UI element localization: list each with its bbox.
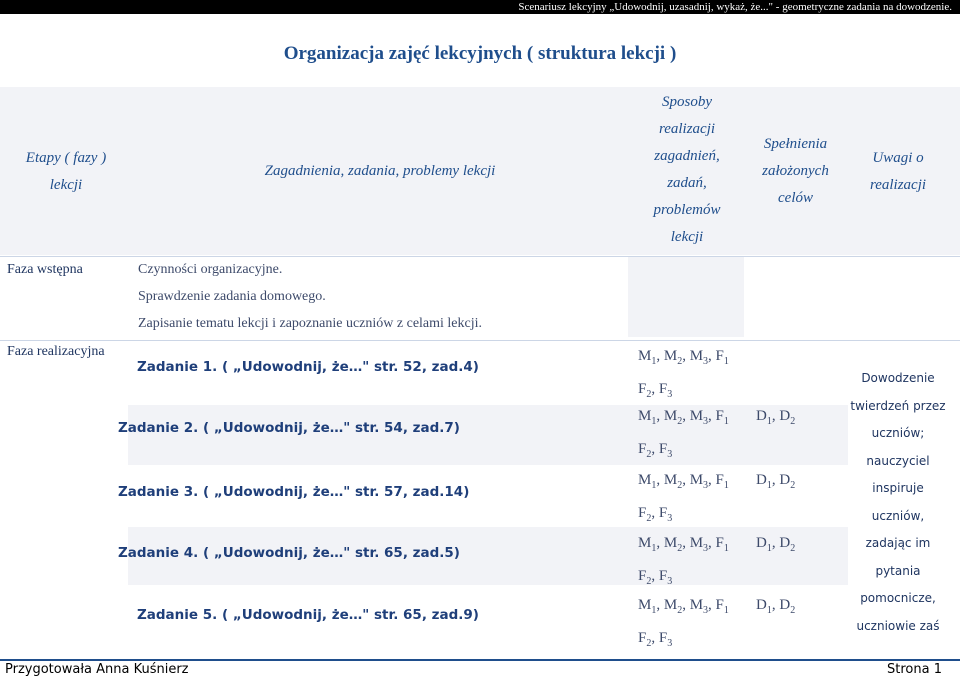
empty-cell-shading bbox=[628, 257, 744, 337]
footer-author: Przygotowała Anna Kuśnierz bbox=[5, 662, 189, 677]
note-line: uczniów; bbox=[871, 426, 925, 440]
method-m2: $M_2$ bbox=[663, 535, 683, 554]
goal-d1: $D_1$ bbox=[756, 408, 772, 427]
phase-main-label: Faza realizacyjna bbox=[7, 344, 105, 359]
header-uwagi-line-2: realizacji bbox=[869, 177, 927, 193]
method-f3: $F_3$ bbox=[658, 568, 673, 587]
phase-intro-item: Zapisanie tematu lekcji i zapoznanie uczniów z celami lekcji. bbox=[138, 316, 483, 331]
task-4: Zadanie 4. ( „Udowodnij, że…" str. 65, zad.5) bbox=[118, 545, 460, 561]
header-sposoby-line-4: zadań, bbox=[667, 175, 707, 191]
symbol-line: $D_1$, $D_2$ bbox=[756, 597, 796, 616]
method-f1: $F_1$ bbox=[715, 535, 729, 554]
symbol-line: $F_2$, $F_3$ bbox=[638, 441, 673, 460]
method-f2: $F_2$ bbox=[638, 630, 652, 649]
note-line: pytania bbox=[875, 563, 921, 578]
note-line: uczniów, bbox=[871, 508, 925, 523]
phase-intro-item: Sprawdzenie zadania domowego. bbox=[138, 289, 326, 304]
symbol-line: $M_1$, $M_2$, $M_3$, $F_1$ bbox=[638, 348, 729, 367]
goals-cell bbox=[756, 468, 795, 498]
method-m2: $M_2$ bbox=[663, 597, 683, 616]
header-etapy-line-1: Etapy ( fazy ) bbox=[25, 150, 107, 166]
header-bar bbox=[0, 0, 960, 14]
method-f3: $F_3$ bbox=[658, 630, 673, 649]
header-spelnienia-line-1: Spełnienia bbox=[763, 136, 828, 152]
symbol-line: $M_1$, $M_2$, $M_3$, $F_1$ bbox=[638, 408, 729, 427]
symbol-line: $M_1$, $M_2$, $M_3$, $F_1$ bbox=[638, 535, 729, 554]
goal-d1: $D_1$ bbox=[756, 535, 772, 554]
footer-divider bbox=[0, 659, 960, 661]
method-m2: $M_2$ bbox=[663, 472, 683, 491]
goals-cell bbox=[756, 593, 795, 623]
phase-intro-item: Czynności organizacyjne. bbox=[138, 262, 283, 277]
symbol-line: $F_2$, $F_3$ bbox=[638, 630, 673, 649]
symbol-line: $D_1$, $D_2$ bbox=[756, 408, 796, 427]
method-m2: $M_2$ bbox=[663, 348, 683, 367]
method-f3: $F_3$ bbox=[658, 381, 673, 400]
header-sposoby-line-3: zagadnień, bbox=[654, 148, 720, 164]
method-f1: $F_1$ bbox=[715, 472, 729, 491]
method-m1: $M_1$ bbox=[638, 472, 657, 491]
symbol-line: $F_2$, $F_3$ bbox=[638, 505, 673, 524]
header-spelnienia-line-2: założonych bbox=[762, 163, 829, 179]
method-m3: $M_3$ bbox=[689, 348, 709, 367]
header-zagadnienia: Zagadnienia, zadania, problemy lekcji bbox=[264, 163, 496, 179]
header-sposoby bbox=[628, 89, 746, 251]
method-f2: $F_2$ bbox=[638, 441, 652, 460]
note-line: twierdzeń przez bbox=[850, 398, 946, 413]
goal-d1: $D_1$ bbox=[756, 472, 772, 491]
method-f2: $F_2$ bbox=[638, 568, 652, 587]
method-f2: $F_2$ bbox=[638, 381, 652, 400]
methods-cell bbox=[638, 593, 729, 656]
goals-cell bbox=[756, 404, 795, 434]
method-m3: $M_3$ bbox=[689, 597, 709, 616]
task-1: Zadanie 1. ( „Udowodnij, że…" str. 52, zad.4) bbox=[137, 359, 479, 375]
header-spelnienia bbox=[748, 131, 843, 212]
note-line: pomocnicze, bbox=[860, 591, 936, 605]
symbol-line: $F_2$, $F_3$ bbox=[638, 381, 673, 400]
task-5: Zadanie 5. ( „Udowodnij, że…" str. 65, zad.9) bbox=[137, 607, 479, 623]
goal-d2: $D_2$ bbox=[779, 597, 796, 616]
phase-intro-label: Faza wstępna bbox=[7, 262, 83, 277]
task-3: Zadanie 3. ( „Udowodnij, że…" str. 57, zad.14) bbox=[118, 484, 470, 500]
method-f2: $F_2$ bbox=[638, 505, 652, 524]
goals-cell bbox=[756, 531, 795, 561]
header-spelnienia-line-3: celów bbox=[778, 190, 813, 206]
method-m3: $M_3$ bbox=[689, 472, 709, 491]
note-line: Dowodzenie bbox=[861, 371, 935, 385]
method-m3: $M_3$ bbox=[689, 408, 709, 427]
goal-d2: $D_2$ bbox=[779, 535, 796, 554]
phase-divider bbox=[0, 340, 960, 341]
method-m3: $M_3$ bbox=[689, 535, 709, 554]
goal-d1: $D_1$ bbox=[756, 597, 772, 616]
method-f1: $F_1$ bbox=[715, 348, 729, 367]
symbol-line: $M_1$, $M_2$, $M_3$, $F_1$ bbox=[638, 472, 729, 491]
goal-d2: $D_2$ bbox=[779, 472, 796, 491]
note-line: uczniowie zaś bbox=[856, 618, 940, 633]
page-title: Organizacja zajęć lekcyjnych ( struktura lekcji ) bbox=[283, 43, 677, 64]
symbol-line: $D_1$, $D_2$ bbox=[756, 472, 796, 491]
goal-d2: $D_2$ bbox=[779, 408, 796, 427]
method-f3: $F_3$ bbox=[658, 505, 673, 524]
header-sposoby-line-6: lekcji bbox=[670, 229, 704, 245]
method-m1: $M_1$ bbox=[638, 408, 657, 427]
symbol-line: $F_2$, $F_3$ bbox=[638, 568, 673, 587]
method-m1: $M_1$ bbox=[638, 348, 657, 367]
symbol-line: $M_1$, $M_2$, $M_3$, $F_1$ bbox=[638, 597, 729, 616]
method-m1: $M_1$ bbox=[638, 597, 657, 616]
header-sposoby-line-1: Sposoby bbox=[662, 94, 712, 110]
header-divider bbox=[0, 256, 960, 257]
page-number: Strona 1 bbox=[887, 662, 942, 677]
note-line: zadając im bbox=[865, 536, 931, 550]
methods-cell bbox=[638, 404, 729, 467]
header-etapy-line-2: lekcji bbox=[49, 177, 83, 193]
header-uwagi-line-1: Uwagi o bbox=[872, 150, 924, 166]
method-m1: $M_1$ bbox=[638, 535, 657, 554]
document-running-title: Scenariusz lekcyjny „Udowodnij, uzasadnij, wykaż, że..." - geometryczne zadania na dowodzenie. bbox=[518, 1, 952, 13]
methods-cell bbox=[638, 344, 729, 407]
method-m2: $M_2$ bbox=[663, 408, 683, 427]
methods-cell bbox=[638, 468, 729, 531]
note-line: inspiruje bbox=[872, 481, 924, 495]
task-2: Zadanie 2. ( „Udowodnij, że…" str. 54, zad.7) bbox=[118, 420, 460, 436]
notes-column bbox=[840, 365, 956, 640]
header-sposoby-line-5: problemów bbox=[653, 202, 721, 218]
method-f1: $F_1$ bbox=[715, 408, 729, 427]
symbol-line: $D_1$, $D_2$ bbox=[756, 535, 796, 554]
method-f3: $F_3$ bbox=[658, 441, 673, 460]
method-f1: $F_1$ bbox=[715, 597, 729, 616]
note-line: nauczyciel bbox=[866, 453, 930, 468]
methods-cell bbox=[638, 531, 729, 594]
header-uwagi bbox=[846, 145, 950, 199]
header-sposoby-line-2: realizacji bbox=[658, 121, 716, 137]
header-etapy bbox=[0, 145, 132, 199]
